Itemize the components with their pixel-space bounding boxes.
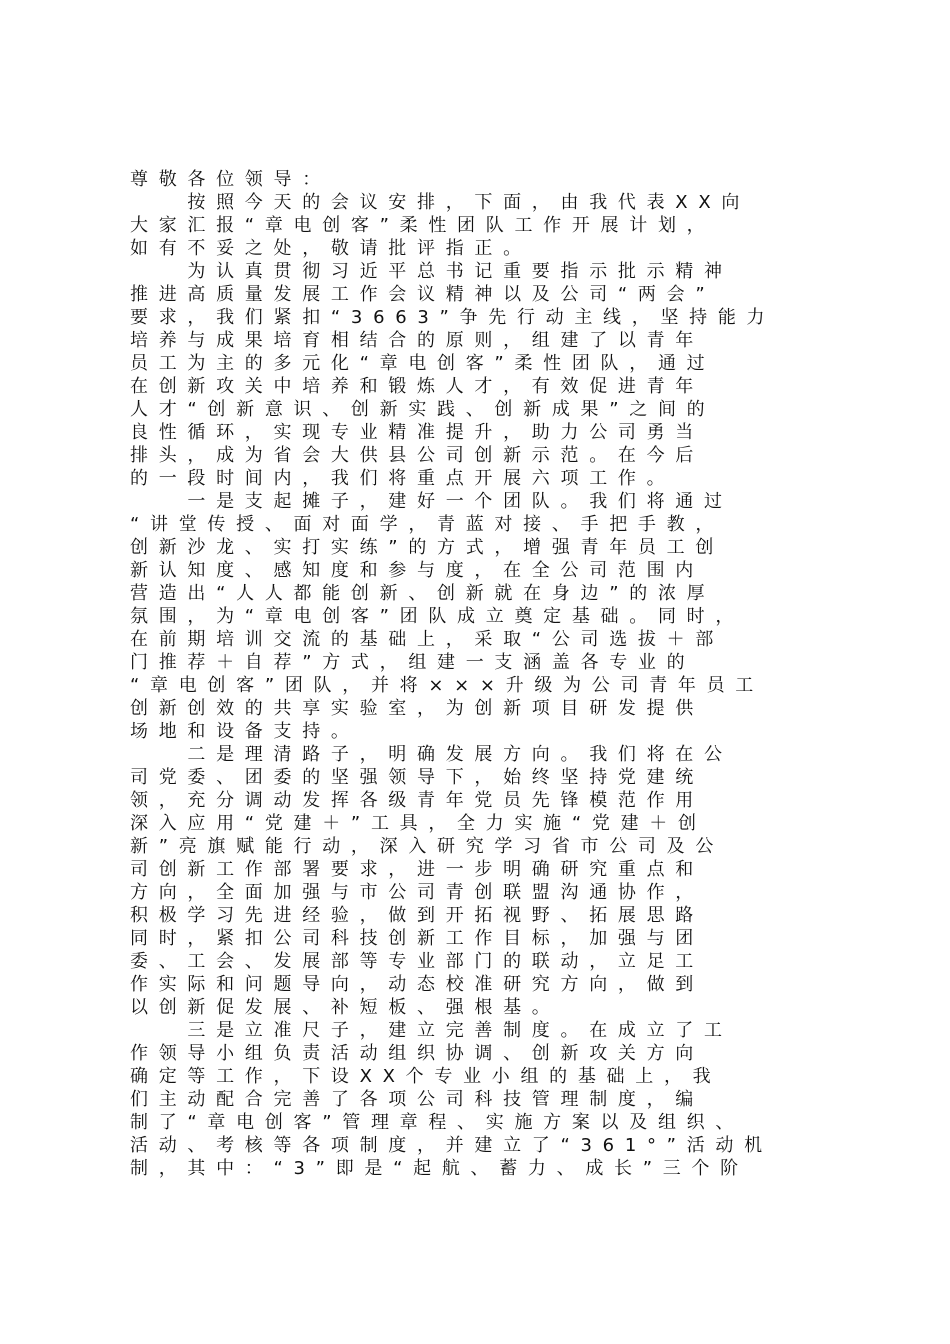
text-line: “讲堂传授、面对面学，青蓝对接、手把手教，: [130, 514, 725, 535]
text-line: 新认知度、感知度和参与度，在全公司范围内: [130, 560, 704, 581]
salutation: 尊敬各位领导：: [130, 169, 331, 190]
text-line: 方向，全面加强与市公司青创联盟沟通协作，: [130, 882, 704, 903]
text-line: 积极学习先进经验，做到开拓视野、拓展思路: [130, 905, 704, 926]
text-line: 领，充分调动发挥各级青年党员先锋模范作用: [130, 790, 704, 811]
text-line: 氛围，为“章电创客”团队成立奠定基础。同时，: [130, 606, 745, 627]
document-body: [130, 168, 820, 1180]
text-line: 培养与成果培育相结合的原则，组建了以青年: [130, 330, 704, 351]
text-line: 同时，紧扣公司科技创新工作目标，加强与团: [130, 928, 704, 949]
text-line: 司党委、团委的坚强领导下，始终坚持党建统: [130, 767, 704, 788]
text-line: 创新沙龙、实打实练”的方式，增强青年员工创: [130, 537, 725, 558]
text-line: 一是支起摊子，建好一个团队。我们将通过: [130, 491, 733, 512]
text-line: 营造出“人人都能创新、创新就在身边”的浓厚: [130, 583, 716, 604]
text-line: 确定等工作，下设XX个专业小组的基础上，我: [130, 1066, 722, 1087]
text-line: 良性循环，实现专业精准提升，助力公司勇当: [130, 422, 704, 443]
text-line: 人才“创新意识、创新实践、创新成果”之间的: [130, 399, 716, 420]
text-line: 们主动配合完善了各项公司科技管理制度，编: [130, 1089, 704, 1110]
text-line: 作领导小组负责活动组织协调、创新攻关方向: [130, 1043, 704, 1064]
text-line: 作实际和问题导向，动态校准研究方向，做到: [130, 974, 704, 995]
text-line: 活动、考核等各项制度，并建立了“361°”活动机: [130, 1135, 773, 1156]
text-line: 在前期培训交流的基础上，采取“公司选拔＋部: [130, 629, 725, 650]
text-line: 深入应用“党建＋”工具，全力实施“党建＋创: [130, 813, 707, 834]
text-line: 新”亮旗赋能行动，深入研究学习省市公司及公: [130, 836, 725, 857]
text-line: 二是理清路子，明确发展方向。我们将在公: [130, 744, 733, 765]
text-line: 门推荐＋自荐”方式，组建一支涵盖各专业的: [130, 652, 696, 673]
text-line: 按照今天的会议安排，下面，由我代表XX向: [130, 192, 751, 213]
text-line: 委、工会、发展部等专业部门的联动，立足工: [130, 951, 704, 972]
text-line: 推进高质量发展工作会议精神以及公司“两会”: [130, 284, 716, 305]
text-line: 大家汇报“章电创客”柔性团队工作开展计划，: [130, 215, 716, 236]
text-line: 员工为主的多元化“章电创客”柔性团队，通过: [130, 353, 716, 374]
text-line: 三是立准尺子，建立完善制度。在成立了工: [130, 1020, 733, 1041]
text-line: 场地和设备支持。: [130, 721, 360, 742]
text-line: 创新创效的共享实验室，为创新项目研发提供: [130, 698, 704, 719]
text-line: 在创新攻关中培养和锻炼人才，有效促进青年: [130, 376, 704, 397]
text-line: 要求，我们紧扣“3663”争先行动主线，坚持能力: [130, 307, 776, 328]
text-line: 排头，成为省会大供县公司创新示范。在今后: [130, 445, 704, 466]
text-line: “章电创客”团队，并将×××升级为公司青年员工: [130, 675, 764, 696]
text-line: 的一段时间内，我们将重点开展六项工作。: [130, 468, 676, 489]
text-line: 司创新工作部署要求，进一步明确研究重点和: [130, 859, 704, 880]
text-line: 如有不妥之处，敬请批评指正。: [130, 238, 532, 259]
text-line: 制，其中：“3”即是“起航、蓄力、成长”三个阶: [130, 1158, 749, 1179]
text-line: 以创新促发展、补短板、强根基。: [130, 997, 561, 1018]
text-line: 制了“章电创客”管理章程、实施方案以及组织、: [130, 1112, 745, 1133]
text-line: 为认真贯彻习近平总书记重要指示批示精神: [130, 261, 733, 282]
